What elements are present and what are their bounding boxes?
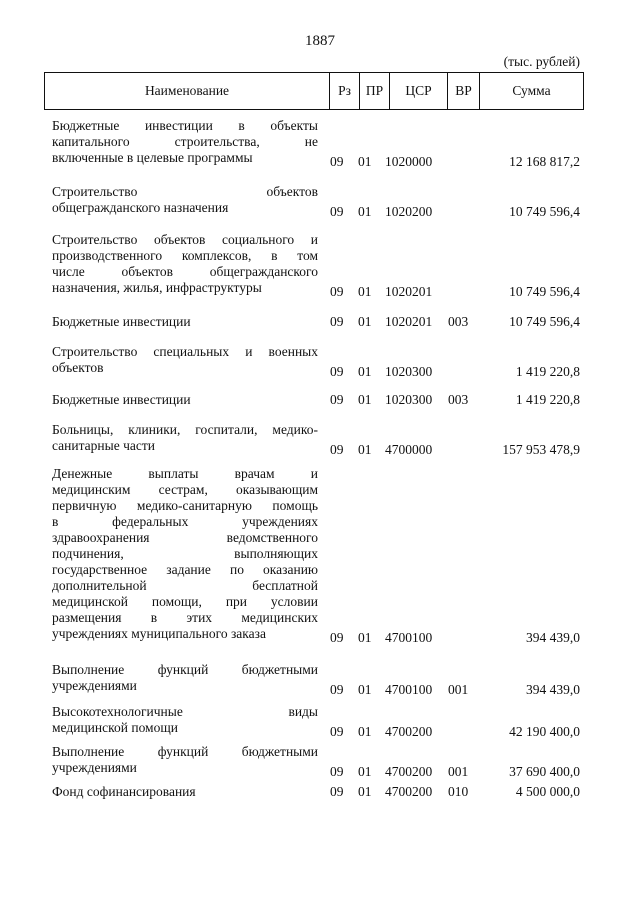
row-csr: 1020200 [385,204,433,219]
row-name-line: Строительство объектов [52,184,318,199]
row-pr: 01 [358,630,372,645]
row-sum: 12 168 817,2 [509,154,580,169]
row-pr: 01 [358,314,372,329]
row-vr: 001 [448,682,469,697]
row-csr: 4700200 [385,764,433,779]
row-name-line: размещения в этих медицинских [52,610,318,625]
row-name-line: медицинской помощи [52,720,178,735]
row-name [52,392,318,408]
row-vr: 001 [448,764,469,779]
row-sum: 394 439,0 [526,630,580,645]
row-pr: 01 [358,764,372,779]
row-name-line: Строительство специальных и военных [52,344,318,359]
row-name-line: капитального строительства, не [52,134,318,149]
row-name [52,118,318,166]
row-sum: 1 419 220,8 [515,392,580,407]
row-rz: 09 [330,442,344,457]
row-name-line: общегражданского назначения [52,200,229,215]
row-sum: 1 419 220,8 [515,364,580,379]
row-csr: 4700100 [385,630,433,645]
row-sum: 394 439,0 [526,682,580,697]
row-sum: 10 749 596,4 [509,284,580,299]
row-rz: 09 [330,784,344,799]
header-vr: ВР [447,73,479,109]
row-rz: 09 [330,764,344,779]
row-pr: 01 [358,364,372,379]
row-name [52,184,318,216]
row-rz: 09 [330,204,344,219]
row-name-line: числе объектов общегражданского [52,264,318,279]
row-name-line: Бюджетные инвестиции [52,392,191,407]
row-name-line: медицинским сестрам, оказывающим [52,482,318,497]
row-vr: 003 [448,314,469,329]
row-name-line: Бюджетные инвестиции в объекты [52,118,318,133]
row-rz: 09 [330,154,344,169]
row-sum: 10 749 596,4 [509,204,580,219]
row-name-line: первичную медико-санитарную помощь [52,498,318,513]
row-name [52,784,318,800]
row-sum: 37 690 400,0 [509,764,580,779]
table-header [44,72,584,110]
row-rz: 09 [330,724,344,739]
row-name-line: учреждениями [52,678,137,693]
row-vr: 010 [448,784,469,799]
row-name-line: государственное задание по оказанию [52,562,318,577]
row-name-line: санитарные части [52,438,155,453]
row-pr: 01 [358,154,372,169]
row-pr: 01 [358,392,372,407]
row-pr: 01 [358,724,372,739]
row-name [52,704,318,736]
row-name-line: дополнительной бесплатной [52,578,318,593]
row-csr: 4700100 [385,682,433,697]
row-rz: 09 [330,284,344,299]
row-name-line: в федеральных учреждениях [52,514,318,529]
row-csr: 4700200 [385,724,433,739]
row-csr: 1020201 [385,284,433,299]
page-number: 1887 [305,33,335,49]
row-csr: 4700000 [385,442,433,457]
row-csr: 1020201 [385,314,433,329]
row-name [52,232,318,296]
row-name-line: Фонд софинансирования [52,784,196,799]
row-pr: 01 [358,682,372,697]
row-name-line: Строительство объектов социального и [52,232,318,247]
row-name-line: медицинской помощи, при условии [52,594,318,609]
units-note: (тыс. рублей) [503,54,580,69]
row-name-line: Денежные выплаты врачам и [52,466,318,481]
row-name-line: Высокотехнологичные виды [52,704,318,719]
row-rz: 09 [330,630,344,645]
row-name-line: производственного комплексов, в том [52,248,318,263]
row-name-line: Выполнение функций бюджетными [52,662,318,677]
row-pr: 01 [358,204,372,219]
row-pr: 01 [358,442,372,457]
header-csr: ЦСР [389,73,447,109]
row-rz: 09 [330,682,344,697]
row-csr: 1020300 [385,392,433,407]
row-rz: 09 [330,392,344,407]
row-name-line: учреждениями [52,760,137,775]
row-name [52,662,318,694]
row-sum: 10 749 596,4 [509,314,580,329]
row-rz: 09 [330,314,344,329]
row-name [52,422,318,454]
row-name-line: здравоохранения ведомственного [52,530,318,545]
row-sum: 157 953 478,9 [502,442,580,457]
row-sum: 4 500 000,0 [515,784,580,799]
row-csr: 4700200 [385,784,433,799]
row-name-line: Бюджетные инвестиции [52,314,191,329]
header-sum: Сумма [479,73,583,109]
row-csr: 1020300 [385,364,433,379]
row-name [52,466,318,642]
row-name-line: учреждениях муниципального заказа [52,626,266,641]
row-name-line: назначения, жилья, инфраструктуры [52,280,262,295]
row-name [52,344,318,376]
row-csr: 1020000 [385,154,433,169]
row-name-line: Выполнение функций бюджетными [52,744,318,759]
row-pr: 01 [358,284,372,299]
row-name-line: подчинения, выполняющих [52,546,318,561]
row-pr: 01 [358,784,372,799]
row-vr: 003 [448,392,469,407]
row-name-line: объектов [52,360,104,375]
header-pr: ПР [359,73,389,109]
row-name [52,314,318,330]
row-sum: 42 190 400,0 [509,724,580,739]
row-rz: 09 [330,364,344,379]
row-name-line: Больницы, клиники, госпитали, медико- [52,422,318,437]
header-rz: Рз [329,73,359,109]
row-name-line: включенные в целевые программы [52,150,253,165]
row-name [52,744,318,776]
header-name: Наименование [144,83,230,98]
